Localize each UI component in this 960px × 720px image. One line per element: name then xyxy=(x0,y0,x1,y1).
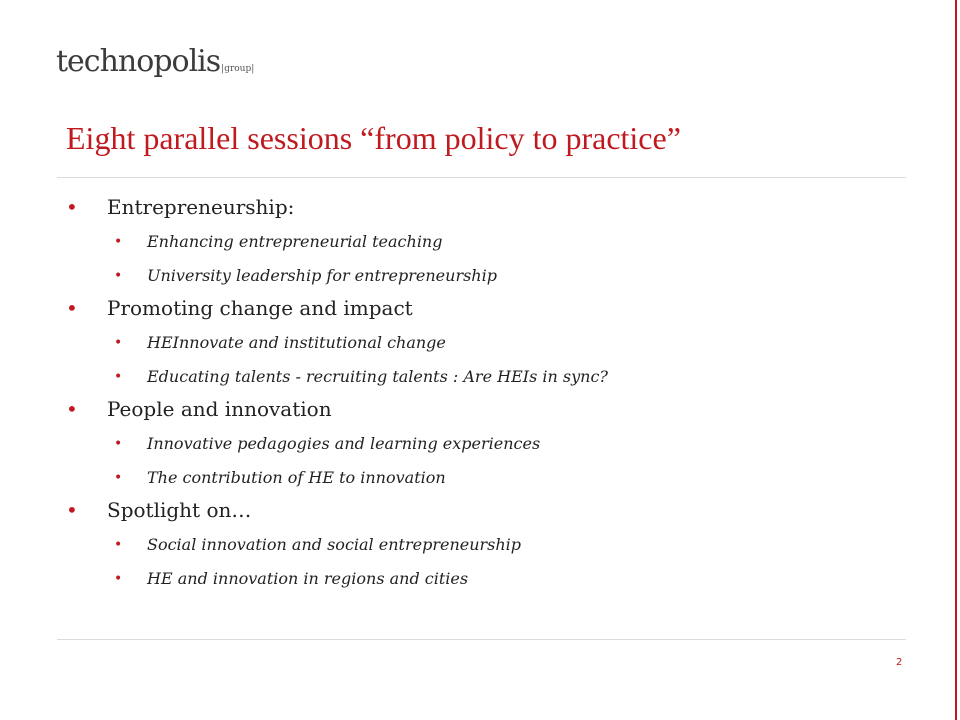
session-item xyxy=(107,535,906,555)
session-sublist xyxy=(107,333,906,387)
session-group xyxy=(66,194,906,286)
session-item xyxy=(107,266,906,286)
bullet-icon: • xyxy=(66,296,78,320)
session-item-label: Educating talents - recruiting talents : Are HEIs in sync? xyxy=(147,367,608,386)
session-item-label: The contribution of HE to innovation xyxy=(147,468,446,487)
session-sublist xyxy=(107,434,906,488)
bullet-icon: • xyxy=(114,436,123,452)
title-divider xyxy=(57,177,906,178)
session-item-label: HEInnovate and institutional change xyxy=(147,333,446,352)
session-sublist xyxy=(107,232,906,286)
session-item-label: Social innovation and social entrepreneurship xyxy=(147,535,522,554)
session-group-label: People and innovation xyxy=(107,397,332,421)
bullet-icon: • xyxy=(114,335,123,351)
technopolis-logo xyxy=(56,44,254,79)
session-group-label: Spotlight on… xyxy=(107,498,252,522)
right-edge-rule xyxy=(955,0,957,720)
bullet-icon: • xyxy=(66,195,78,219)
bullet-icon: • xyxy=(66,397,78,421)
session-list xyxy=(66,188,906,589)
bullet-icon: • xyxy=(114,571,123,587)
page-number: 2 xyxy=(896,657,903,668)
session-item xyxy=(107,333,906,353)
bullet-icon: • xyxy=(114,369,123,385)
session-sublist xyxy=(107,535,906,589)
bullet-icon: • xyxy=(114,268,123,284)
session-group-label: Entrepreneurship: xyxy=(107,195,295,219)
session-group xyxy=(66,396,906,488)
slide-title: Eight parallel sessions “from policy to practice” xyxy=(66,120,681,156)
session-item-label: University leadership for entrepreneurship xyxy=(147,266,497,285)
session-group-label: Promoting change and impact xyxy=(107,296,413,320)
session-group xyxy=(66,497,906,589)
footer-divider xyxy=(57,639,906,640)
session-item xyxy=(107,232,906,252)
logo-wordmark: technopolis xyxy=(56,44,221,79)
session-group xyxy=(66,295,906,387)
session-item xyxy=(107,434,906,454)
bullet-icon: • xyxy=(114,470,123,486)
session-item-label: Enhancing entrepreneurial teaching xyxy=(147,232,443,251)
session-item-label: Innovative pedagogies and learning experiences xyxy=(147,434,541,453)
session-item xyxy=(107,468,906,488)
session-item-label: HE and innovation in regions and cities xyxy=(147,569,469,588)
bullet-icon: • xyxy=(114,234,123,250)
session-item xyxy=(107,569,906,589)
session-item xyxy=(107,367,906,387)
bullet-icon: • xyxy=(114,537,123,553)
bullet-icon: • xyxy=(66,498,78,522)
logo-group-tag: |group| xyxy=(221,64,255,74)
